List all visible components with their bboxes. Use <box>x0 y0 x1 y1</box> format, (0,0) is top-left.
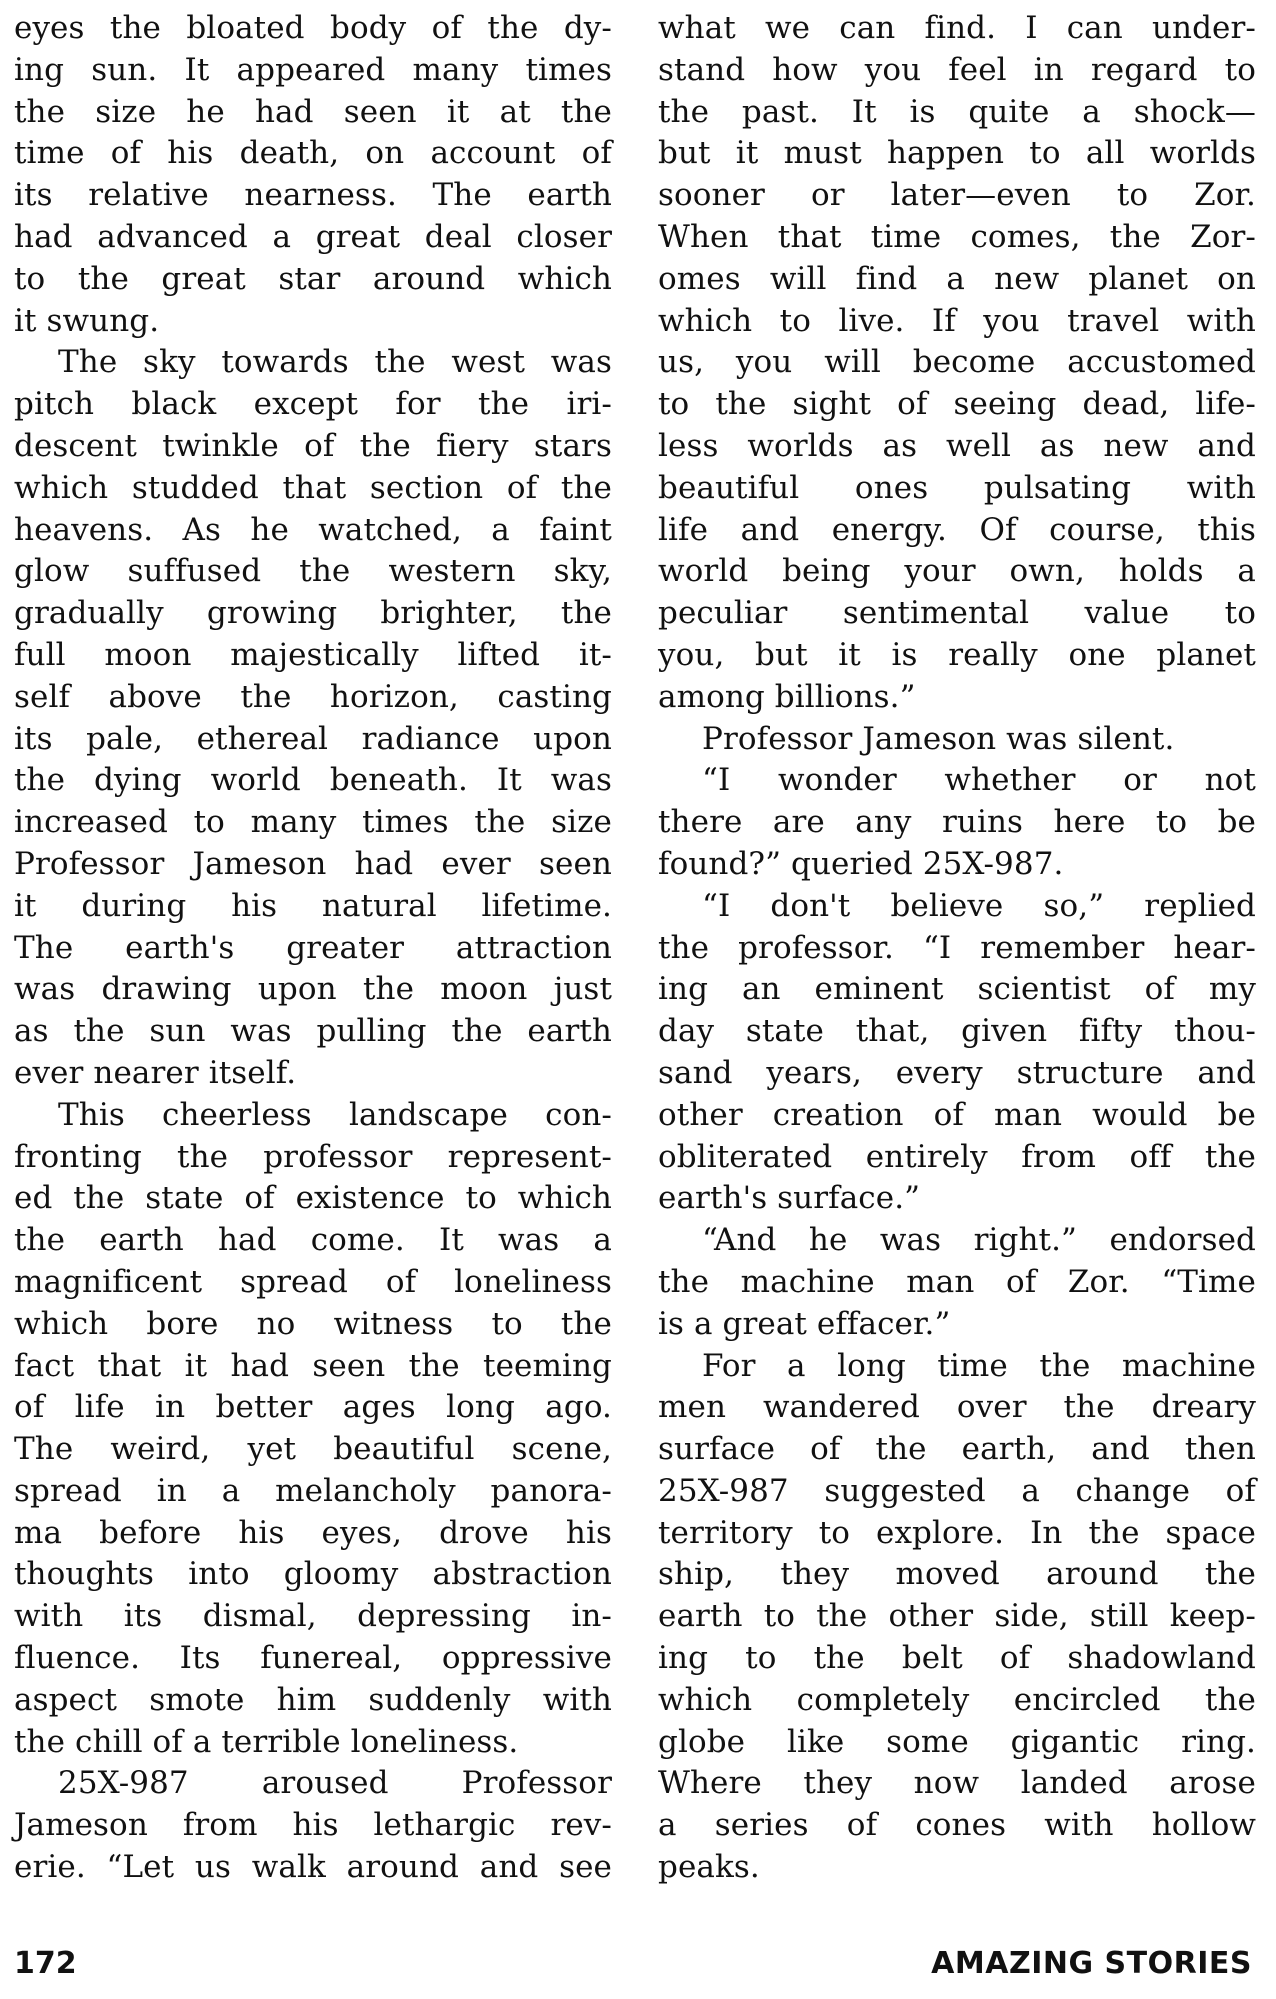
text-line: For a long time the machine <box>702 1347 1256 1384</box>
text-line: day state that, given fifty thou- <box>658 1013 1256 1050</box>
text-line: Professor Jameson was silent. <box>702 720 1175 757</box>
text-line: which completely encircled the <box>658 1681 1256 1718</box>
text-line: The sky towards the west was <box>58 344 612 381</box>
text-line: men wandered over the dreary <box>658 1389 1256 1426</box>
text-line: which to live. If you travel with <box>658 302 1256 339</box>
text-line: us, you will become accustomed <box>658 344 1256 381</box>
text-line: peculiar sentimental value to <box>658 595 1256 632</box>
text-line: beautiful ones pulsating with <box>658 469 1256 506</box>
text-line: heavens. As he watched, a faint <box>14 511 612 548</box>
text-line: ing to the belt of shadowland <box>658 1640 1256 1677</box>
text-line: self above the horizon, casting <box>14 678 612 715</box>
text-line: fact that it had seen the teeming <box>14 1347 612 1384</box>
text-line: to the sight of seeing dead, life- <box>658 386 1256 423</box>
text-line: was drawing upon the moon just <box>14 971 612 1008</box>
text-column-right <box>658 8 1256 1889</box>
text-line: its relative nearness. The earth <box>14 177 612 214</box>
text-line: ing an eminent scientist of my <box>658 971 1256 1008</box>
text-line: the earth had come. It was a <box>14 1222 612 1259</box>
text-line: surface of the earth, and then <box>658 1431 1256 1468</box>
text-column-left <box>14 8 612 1889</box>
text-line: it swung. <box>14 302 160 339</box>
text-line: glow suffused the western sky, <box>14 553 612 590</box>
text-line: ship, they moved around the <box>658 1556 1256 1593</box>
text-line: stand how you feel in regard to <box>658 51 1256 88</box>
text-line: omes will find a new planet on <box>658 260 1256 297</box>
text-line: fluence. Its funereal, oppressive <box>14 1640 612 1677</box>
text-line: full moon majestically lifted it- <box>14 636 612 673</box>
text-line: sand years, every structure and <box>658 1054 1256 1091</box>
text-line: spread in a melancholy panora- <box>14 1472 612 1509</box>
text-line: other creation of man would be <box>658 1096 1256 1133</box>
text-line: “And he was right.” endorsed <box>702 1222 1256 1259</box>
text-line: you, but it is really one planet <box>658 636 1256 673</box>
text-line: which bore no witness to the <box>14 1305 612 1342</box>
text-line: thoughts into gloomy abstraction <box>14 1556 612 1593</box>
text-line: increased to many times the size <box>14 804 612 841</box>
text-line: obliterated entirely from off the <box>658 1138 1256 1175</box>
text-line: The weird, yet beautiful scene, <box>14 1431 612 1468</box>
text-line: ever nearer itself. <box>14 1054 297 1091</box>
text-line: world being your own, holds a <box>658 553 1256 590</box>
text-line: a series of cones with hollow <box>658 1807 1256 1844</box>
text-line: gradually growing brighter, the <box>14 595 612 632</box>
text-line: there are any ruins here to be <box>658 804 1256 841</box>
text-line: it during his natural lifetime. <box>14 887 612 924</box>
text-line: of life in better ages long ago. <box>14 1389 612 1426</box>
text-line: had advanced a great deal closer <box>14 218 612 255</box>
text-line: but it must happen to all worlds <box>658 135 1256 172</box>
text-line: the size he had seen it at the <box>14 93 612 130</box>
text-line: among billions.” <box>658 678 916 715</box>
text-line: life and energy. Of course, this <box>658 511 1256 548</box>
text-line: pitch black except for the iri- <box>14 386 612 423</box>
text-line: Where they now landed arose <box>658 1765 1256 1802</box>
text-line: territory to explore. In the space <box>658 1514 1256 1551</box>
text-line: the dying world beneath. It was <box>14 762 612 799</box>
text-line: sooner or later—even to Zor. <box>658 177 1256 214</box>
text-line: fronting the professor represent- <box>14 1138 612 1175</box>
text-line: The earth's greater attraction <box>14 929 612 966</box>
text-line: “I wonder whether or not <box>702 762 1256 799</box>
text-line: its pale, ethereal radiance upon <box>14 720 612 757</box>
text-line: Jameson from his lethargic rev- <box>14 1807 612 1844</box>
text-line: found?” queried 25X-987. <box>658 845 1064 882</box>
text-line: as the sun was pulling the earth <box>14 1013 612 1050</box>
text-line: erie. “Let us walk around and see <box>14 1849 612 1886</box>
text-line: is a great effacer.” <box>658 1305 951 1342</box>
text-line: This cheerless landscape con- <box>58 1096 612 1133</box>
text-line: with its dismal, depressing in- <box>14 1598 612 1635</box>
text-line: which studded that section of the <box>14 469 612 506</box>
text-line: ing sun. It appeared many times <box>14 51 612 88</box>
text-line: to the great star around which <box>14 260 612 297</box>
text-line: less worlds as well as new and <box>658 427 1256 464</box>
text-line: the past. It is quite a shock— <box>658 93 1256 130</box>
text-line: earth's surface.” <box>658 1180 921 1217</box>
text-line: ma before his eyes, drove his <box>14 1514 612 1551</box>
text-line: the chill of a terrible loneliness. <box>14 1723 519 1760</box>
text-line: magnificent spread of loneliness <box>14 1263 612 1300</box>
text-line: the machine man of Zor. “Time <box>658 1263 1256 1300</box>
text-line: 25X-987 aroused Professor <box>58 1765 612 1802</box>
text-line: aspect smote him suddenly with <box>14 1681 612 1718</box>
text-line: 25X-987 suggested a change of <box>658 1472 1256 1509</box>
text-line: descent twinkle of the fiery stars <box>14 427 612 464</box>
text-line: peaks. <box>658 1849 760 1886</box>
text-line: earth to the other side, still keep- <box>658 1598 1256 1635</box>
text-line: eyes the bloated body of the dy- <box>14 10 612 46</box>
page-number: 172 <box>14 1946 77 1981</box>
text-line: what we can find. I can under- <box>658 10 1256 46</box>
text-line: “I don't believe so,” replied <box>702 887 1256 924</box>
text-line: When that time comes, the Zor- <box>658 218 1256 255</box>
magazine-title: AMAZING STORIES <box>931 1946 1252 1981</box>
text-line: time of his death, on account of <box>14 135 612 172</box>
text-line: globe like some gigantic ring. <box>658 1723 1256 1760</box>
text-line: the professor. “I remember hear- <box>658 929 1256 966</box>
text-line: ed the state of existence to which <box>14 1180 612 1217</box>
text-line: Professor Jameson had ever seen <box>14 845 612 882</box>
